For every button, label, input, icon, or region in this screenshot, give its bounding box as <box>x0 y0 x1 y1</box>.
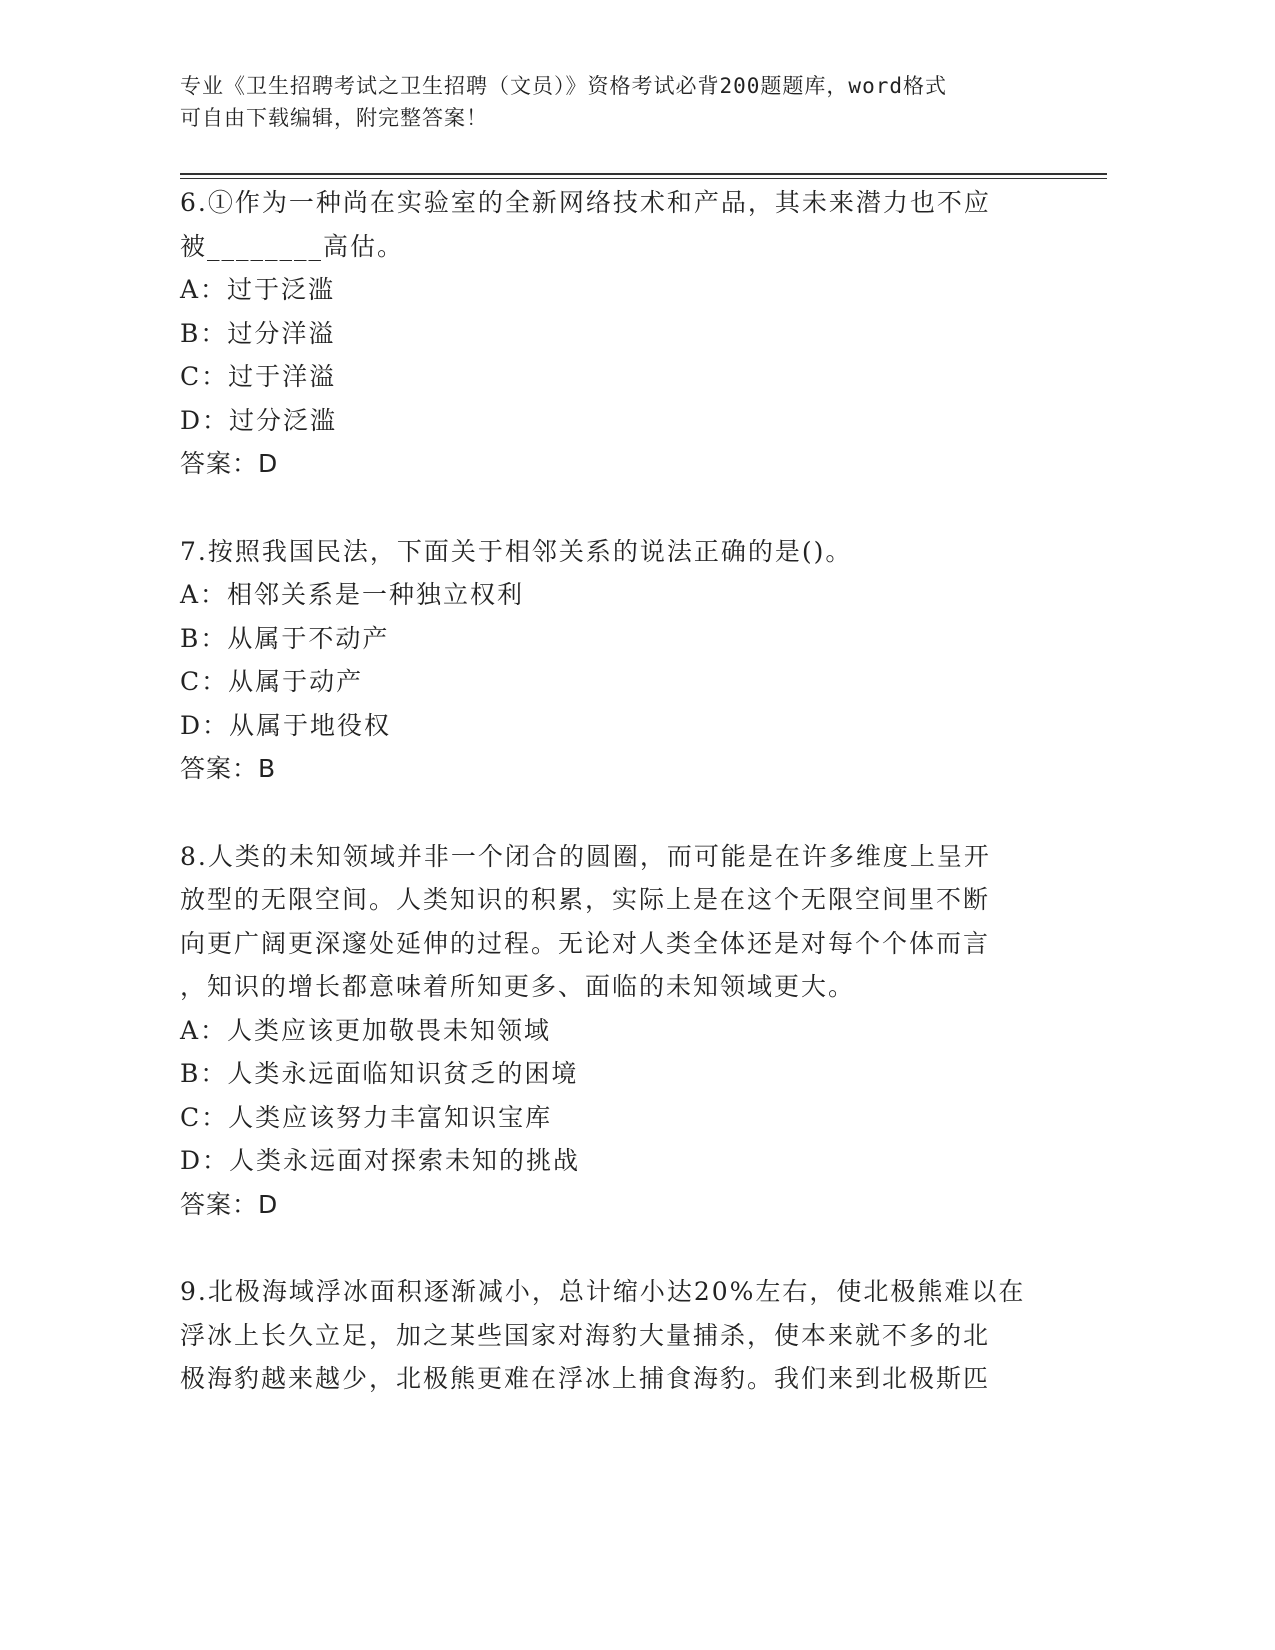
option-a: A：过于泛滥 <box>180 275 336 304</box>
question-7 <box>180 530 1050 791</box>
question-text-line: 6.①作为一种尚在实验室的全新网络技术和产品，其未来潜力也不应 <box>180 188 991 217</box>
option-c: C：过于洋溢 <box>180 362 337 391</box>
question-text-line: 7.按照我国民法，下面关于相邻关系的说法正确的是()。 <box>180 536 853 566</box>
question-text-line: 极海豹越来越少，北极熊更难在浮冰上捕食海豹。我们来到北极斯匹 <box>180 1364 991 1393</box>
option-d: D：人类永远面对探索未知的挑战 <box>180 1146 581 1175</box>
question-8 <box>180 835 1050 1227</box>
header-divider-thick <box>180 173 1107 175</box>
question-6 <box>180 181 1050 486</box>
answer: 答案：D <box>180 1189 279 1219</box>
question-text-line: ，知识的增长都意味着所知更多、面临的未知领域更大。 <box>180 972 856 1001</box>
question-text-line: 被________高估。 <box>180 231 405 261</box>
document-header <box>180 70 1040 134</box>
option-b: B：人类永远面临知识贫乏的困境 <box>180 1059 579 1088</box>
header-divider-thin <box>180 178 1107 179</box>
question-text-line: 向更广阔更深邃处延伸的过程。无论对人类全体还是对每个个体而言 <box>180 928 991 958</box>
question-list <box>180 181 1050 1445</box>
header-line-2: 可自由下载编辑，附完整答案！ <box>180 106 488 130</box>
header-line-1: 专业《卫生招聘考试之卫生招聘（文员）》资格考试必背200题题库，word格式 <box>180 74 947 98</box>
option-a: A：相邻关系是一种独立权利 <box>180 580 525 609</box>
answer: 答案：D <box>180 449 279 478</box>
question-9 <box>180 1270 1050 1401</box>
answer: 答案：B <box>180 754 277 783</box>
option-b: B：过分洋溢 <box>180 318 336 348</box>
question-text-line: 放型的无限空间。人类知识的积累，实际上是在这个无限空间里不断 <box>180 885 991 914</box>
question-text-line: 浮冰上长久立足，加之某些国家对海豹大量捕杀，使本来就不多的北 <box>180 1320 991 1350</box>
option-d: D：从属于地役权 <box>180 710 392 740</box>
option-d: D：过分泛滥 <box>180 405 338 435</box>
option-b: B：从属于不动产 <box>180 623 390 653</box>
question-text-line: 9.北极海域浮冰面积逐渐减小，总计缩小达20%左右，使北极熊难以在 <box>180 1277 1026 1306</box>
question-text-line: 8.人类的未知领域并非一个闭合的圆圈，而可能是在许多维度上呈开 <box>180 841 991 871</box>
option-c: C：人类应该努力丰富知识宝库 <box>180 1102 553 1132</box>
option-c: C：从属于动产 <box>180 667 364 696</box>
option-a: A：人类应该更加敬畏未知领域 <box>180 1015 552 1045</box>
